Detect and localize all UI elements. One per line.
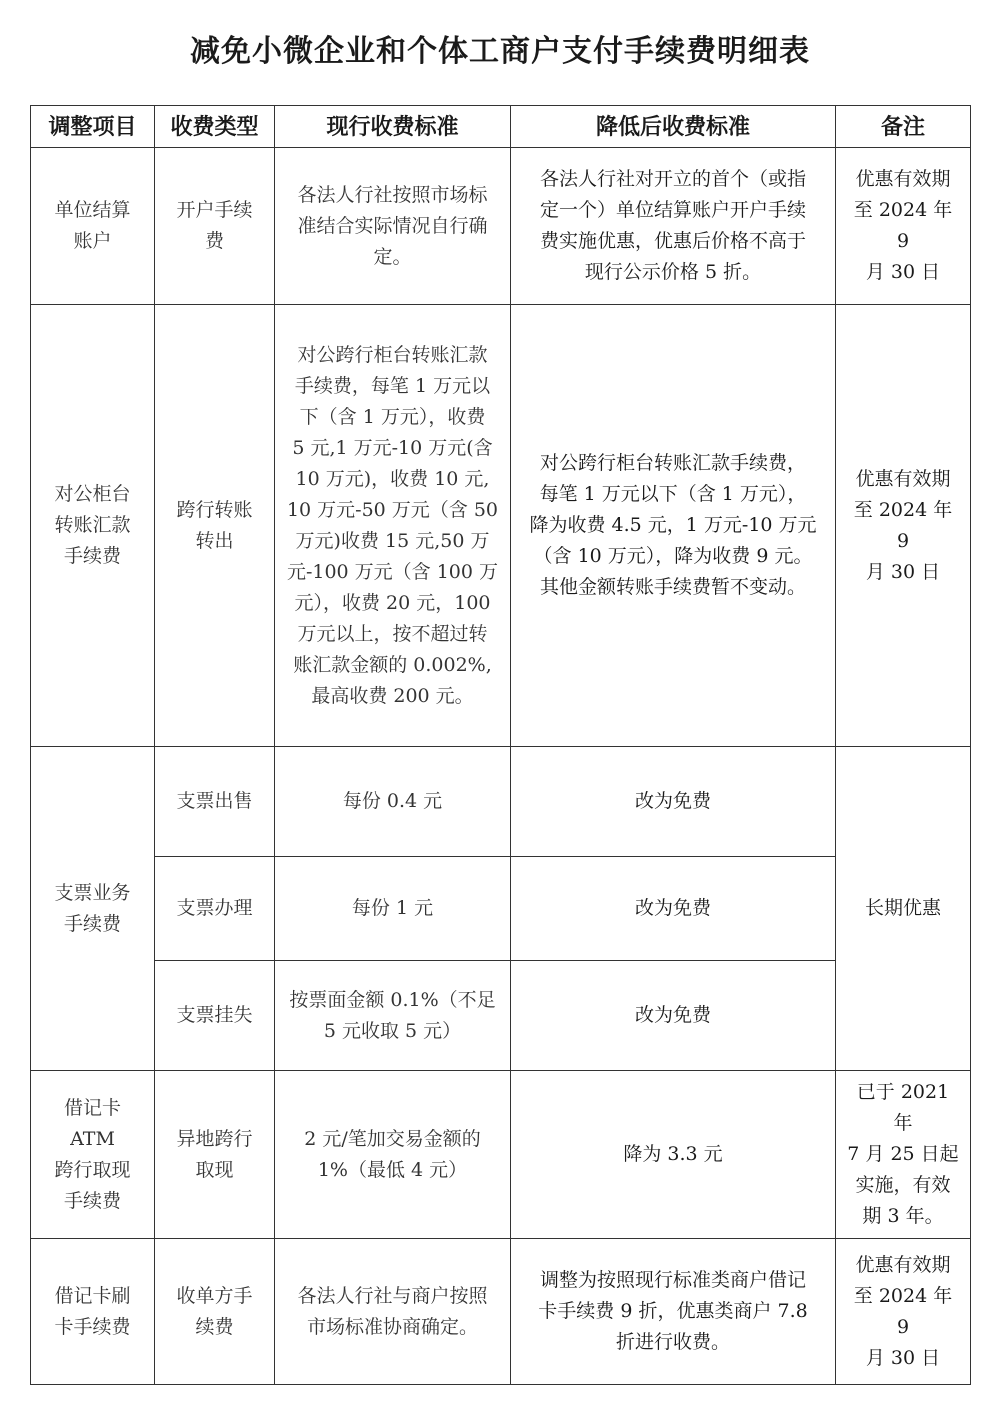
cell-type: 支票办理 [155,857,275,961]
cell-note: 优惠有效期 至 2024 年 9 月 30 日 [836,1239,971,1385]
cell-type: 开户手续 费 [155,148,275,305]
cell-current: 每份 0.4 元 [275,747,511,857]
cell-reduced: 调整为按照现行标准类商户借记 卡手续费 9 折，优惠类商户 7.8 折进行收费。 [511,1239,836,1385]
cell-reduced: 对公跨行柜台转账汇款手续费， 每笔 1 万元以下（含 1 万元）， 降为收费 4.5 元，1 万元-10 万元 （含 10 万元），降为收费 9 元。 其他金额转账手续费暂不变动。 [511,305,836,747]
cell-note: 优惠有效期 至 2024 年 9 月 30 日 [836,305,971,747]
cell-item: 单位结算 账户 [31,148,155,305]
cell-reduced: 改为免费 [511,857,836,961]
cell-type: 异地跨行 取现 [155,1071,275,1239]
table-row [31,1071,971,1239]
cell-current: 按票面金额 0.1%（不足 5 元收取 5 元） [275,961,511,1071]
table-row [31,857,971,961]
cell-type: 支票挂失 [155,961,275,1071]
header-reduced-standard: 降低后收费标准 [511,106,836,148]
cell-current: 对公跨行柜台转账汇款 手续费，每笔 1 万元以 下（含 1 万元），收费 5 元,1 万元-10 万元(含 10 万元)，收费 10 元, 10 万元-50 万元（含 50 万元)收费 15 元,50 万 元-100 万元（含 100 万 元），收费 20 元，100 万元以上，按不超过转 账汇款金额的 0.002%, 最高收费 200 元。 [275,305,511,747]
cell-item: 借记卡刷 卡手续费 [31,1239,155,1385]
header-adjust-item: 调整项目 [31,106,155,148]
cell-note: 优惠有效期 至 2024 年 9 月 30 日 [836,148,971,305]
header-fee-type: 收费类型 [155,106,275,148]
table-row [31,747,971,857]
cell-note: 长期优惠 [836,747,971,1071]
cell-type: 支票出售 [155,747,275,857]
cell-current: 每份 1 元 [275,857,511,961]
cell-reduced: 改为免费 [511,747,836,857]
cell-reduced: 降为 3.3 元 [511,1071,836,1239]
header-note: 备注 [836,106,971,148]
table-row [31,1239,971,1385]
table-row [31,305,971,747]
cell-reduced: 改为免费 [511,961,836,1071]
cell-item: 借记卡 ATM 跨行取现 手续费 [31,1071,155,1239]
table-row [31,961,971,1071]
cell-type: 收单方手 续费 [155,1239,275,1385]
table-row [31,148,971,305]
header-current-standard: 现行收费标准 [275,106,511,148]
cell-current: 各法人行社与商户按照 市场标准协商确定。 [275,1239,511,1385]
cell-item: 对公柜台 转账汇款 手续费 [31,305,155,747]
cell-reduced: 各法人行社对开立的首个（或指 定一个）单位结算账户开户手续 费实施优惠，优惠后价格不高于 现行公示价格 5 折。 [511,148,836,305]
cell-type: 跨行转账 转出 [155,305,275,747]
fee-detail-table [30,105,971,1385]
cell-current: 2 元/笔加交易金额的 1%（最低 4 元） [275,1071,511,1239]
document-title: 减免小微企业和个体工商户支付手续费明细表 [190,34,810,69]
table-header-row [31,106,971,148]
cell-note: 已于 2021 年 7 月 25 日起 实施，有效 期 3 年。 [836,1071,971,1239]
cell-item: 支票业务 手续费 [31,747,155,1071]
cell-current: 各法人行社按照市场标 准结合实际情况自行确 定。 [275,148,511,305]
